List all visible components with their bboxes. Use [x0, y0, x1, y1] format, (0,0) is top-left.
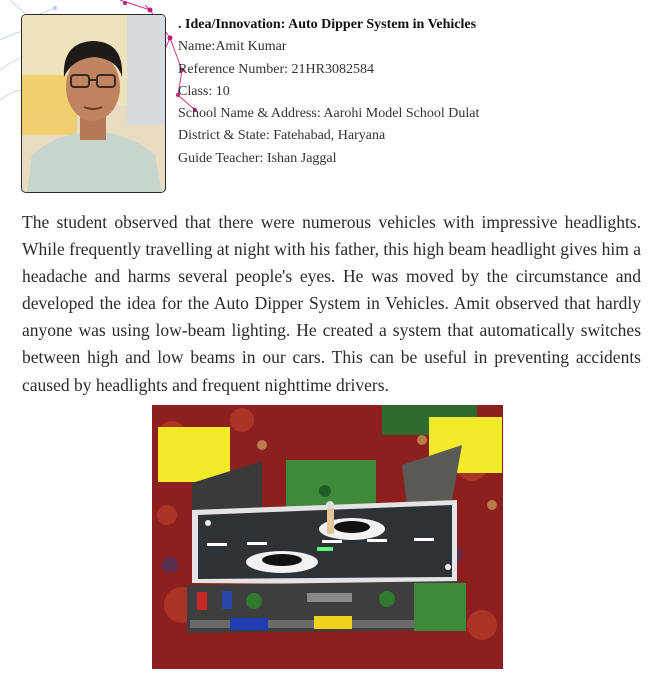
project-model-photo [152, 405, 503, 669]
student-photo [21, 14, 166, 193]
student-info [178, 14, 648, 170]
school-name-address: School Name & Address: Aarohi Model School Dulat [178, 106, 480, 122]
district-state: District & State: Fatehabad, Haryana [178, 128, 386, 144]
student-class: Class: 10 [178, 83, 230, 99]
student-portrait-image [22, 15, 165, 192]
reference-number: Reference Number: 21HR3082584 [178, 61, 374, 77]
student-name: Name:Amit Kumar [178, 39, 287, 55]
auto-dipper-model-image [152, 405, 503, 669]
project-description: The student observed that there were numerous vehicles with impressive headlights. While frequently travelling at night with his father, this high beam headlight gives him a headache and harms several people's eyes. He was moved by the circumstance and developed the idea for the Auto Dipper System in Vehicles. Amit observed that hardly anyone was using low-beam lighting. He created a system that automatically switches between high and low beams in our cars. This can be useful in preventing accidents caused by headlights and frequent nighttime drivers. [22, 212, 641, 395]
innovation-title: . Idea/Innovation: Auto Dipper System in Vehicles [178, 17, 477, 32]
guide-teacher: Guide Teacher: Ishan Jaggal [178, 150, 337, 166]
